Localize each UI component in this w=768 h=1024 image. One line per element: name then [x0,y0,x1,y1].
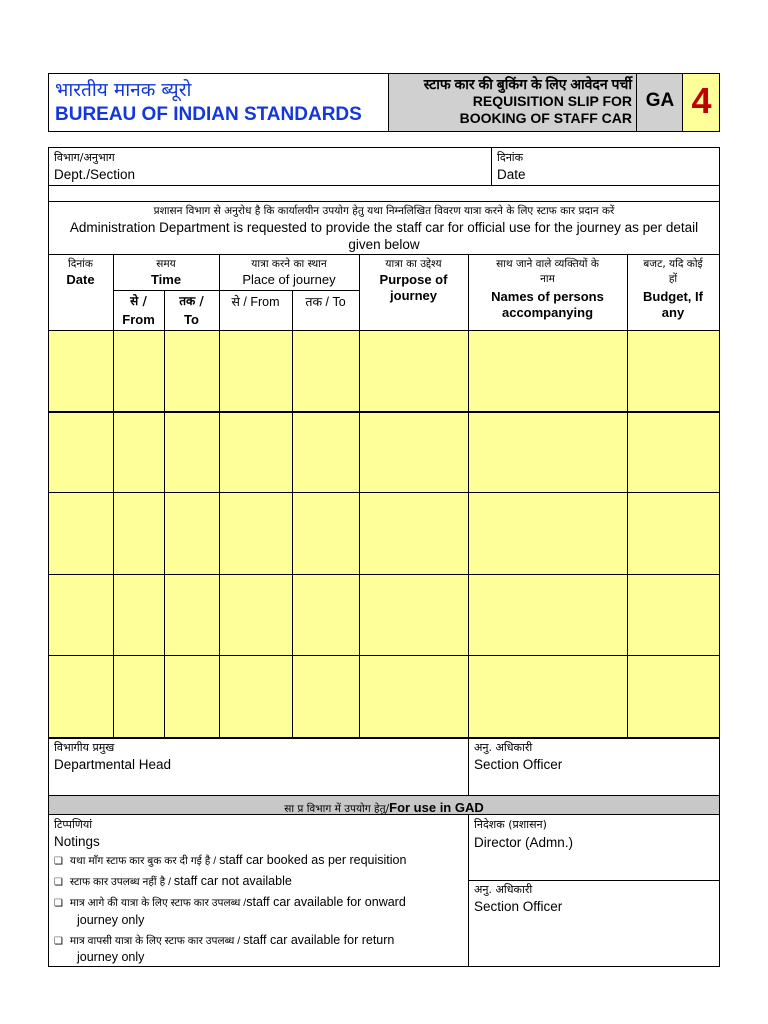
form-title-line1: REQUISITION SLIP FOR [472,93,632,109]
request-hindi: प्रशासन विभाग से अनुरोध है कि कार्यालयीन उपयोग हेतु यथा निम्नलिखित विवरण यात्रा करने के लिए स्टाफ कार प्रदान करें [153,205,615,217]
dept-label-hindi: विभाग/अनुभाग [54,151,115,164]
rule [292,290,293,738]
col-purpose-english-2: journey [390,288,437,303]
col-time-from-english: From [122,312,155,327]
rule [48,147,720,148]
form-code: GA [645,90,675,111]
col-budget-hindi-2: हों [668,273,678,285]
form-title-hindi: स्टाफ कार की बुकिंग के लिए आवेदन पर्ची [423,76,632,92]
section-officer-hindi: अनु. अधिकारी [474,741,533,754]
rule [113,290,359,291]
noting-option-4-english: staff car available for return [243,933,395,947]
noting-option-3-cont: journey only [77,913,145,927]
col-place-hindi: यात्रा करने का स्थान [251,258,327,270]
journey-entry-area[interactable] [48,330,720,737]
date-label: Date [497,167,526,182]
noting-option-4-hindi: मात्र वापसी यात्रा के लिए स्टाफ कार उपलब्ध / [69,935,244,947]
rule [468,880,720,881]
col-budget-english-2: any [661,305,685,320]
form-title-line2: BOOKING OF STAFF CAR [459,110,632,126]
frame-right [719,147,720,967]
rule [468,737,469,795]
noting-option-2-hindi: स्टाफ कार उपलब्ध नहीं है / [69,876,174,888]
col-time-from-hindi: से / [130,294,147,308]
col-place-english: Place of journey [242,272,336,287]
rule [48,492,720,493]
director-label: Director (Admn.) [474,835,574,850]
request-english-1: Administration Department is requested to provide the staff car for official use for the journey as per detail [69,220,699,235]
org-name-hindi: भारतीय मानक ब्यूरो [55,79,192,101]
rule [48,574,720,575]
rule [164,290,165,738]
checkbox-bullet-icon[interactable]: ❏ [54,936,63,947]
gad-band-english: For use in GAD [389,800,484,815]
col-budget-english-1: Budget, If [643,289,703,304]
noting-option-1-hindi: यथा माँग स्टाफ कार बुक कर दी गई है / [69,855,220,867]
request-english-2: given below [348,237,420,252]
gad-section-officer-label: Section Officer [474,899,563,914]
rule [491,147,492,185]
col-time-header [113,257,219,288]
checkbox-bullet-icon[interactable]: ❏ [54,877,63,888]
gad-section-officer-hindi: अनु. अधिकारी [474,883,533,896]
noting-option-3-english: staff car available for onward [246,895,406,909]
noting-option-1[interactable] [54,852,466,870]
rule [48,185,720,186]
col-purpose-header [359,257,468,304]
rule [219,254,220,738]
rule [48,795,720,796]
gad-band-title [48,797,720,816]
form-title [392,76,632,127]
col-time-to [164,293,219,328]
gad-band-hindi: सा प्र विभाग में उपयोग हेतु/ [284,803,390,815]
rule [468,814,469,967]
col-date-hindi: दिनांक [68,258,93,270]
noting-option-4[interactable] [54,932,466,950]
noting-option-2[interactable] [54,873,466,891]
col-place-header [219,257,359,288]
col-date-english: Date [66,272,95,287]
rule [48,737,720,739]
rule [48,201,720,202]
notings-label: Notings [54,834,100,849]
col-place-to: तक / To [305,295,346,309]
col-time-to-hindi: तक / [179,294,204,308]
noting-option-1-english: staff car booked as per requisition [219,853,407,867]
rule [48,330,720,331]
rule [48,966,720,967]
rule [48,254,720,255]
noting-option-2-english: staff car not available [173,874,292,888]
col-time-hindi: समय [156,258,176,270]
col-budget-header [627,257,719,321]
date-label-hindi: दिनांक [497,151,524,164]
col-time-english: Time [150,272,182,287]
noting-option-3[interactable] [54,894,466,912]
rule [48,411,720,413]
dept-label: Dept./Section [54,167,136,182]
checkbox-bullet-icon[interactable]: ❏ [54,856,63,867]
noting-option-4-cont: journey only [77,950,145,964]
noting-option-3-hindi: मात्र आगे की यात्रा के लिए स्टाफ कार उपलब्ध / [69,897,247,909]
col-names-hindi-1: साथ जाने वाले व्यक्तियों के [496,258,599,270]
dept-head-label: Departmental Head [54,757,172,772]
org-name-english: BUREAU OF INDIAN STANDARDS [55,104,362,125]
checkbox-bullet-icon[interactable]: ❏ [54,898,63,909]
notings-hindi: टिप्पणियां [54,818,93,831]
col-names-english-1: Names of persons [491,289,604,304]
rule [359,254,360,738]
col-time-to-english: To [184,312,199,327]
rule [627,254,628,738]
col-budget-hindi-1: बजट, यदि कोई [643,258,703,270]
col-names-header [468,257,627,321]
col-names-english-2: accompanying [501,305,594,320]
director-hindi: निदेशक (प्रशासन) [474,818,547,831]
col-purpose-english-1: Purpose of [379,272,448,287]
dept-head-hindi: विभागीय प्रमुख [54,741,115,754]
col-names-hindi-2: नाम [540,273,555,285]
col-place-from: से / From [231,295,280,309]
section-officer-label: Section Officer [474,757,563,772]
rule [48,655,720,656]
col-purpose-hindi: यात्रा का उद्देश्य [385,258,442,270]
col-date-header [48,257,113,288]
form-number: 4 [691,80,712,121]
rule [468,254,469,738]
col-time-from [113,293,164,328]
